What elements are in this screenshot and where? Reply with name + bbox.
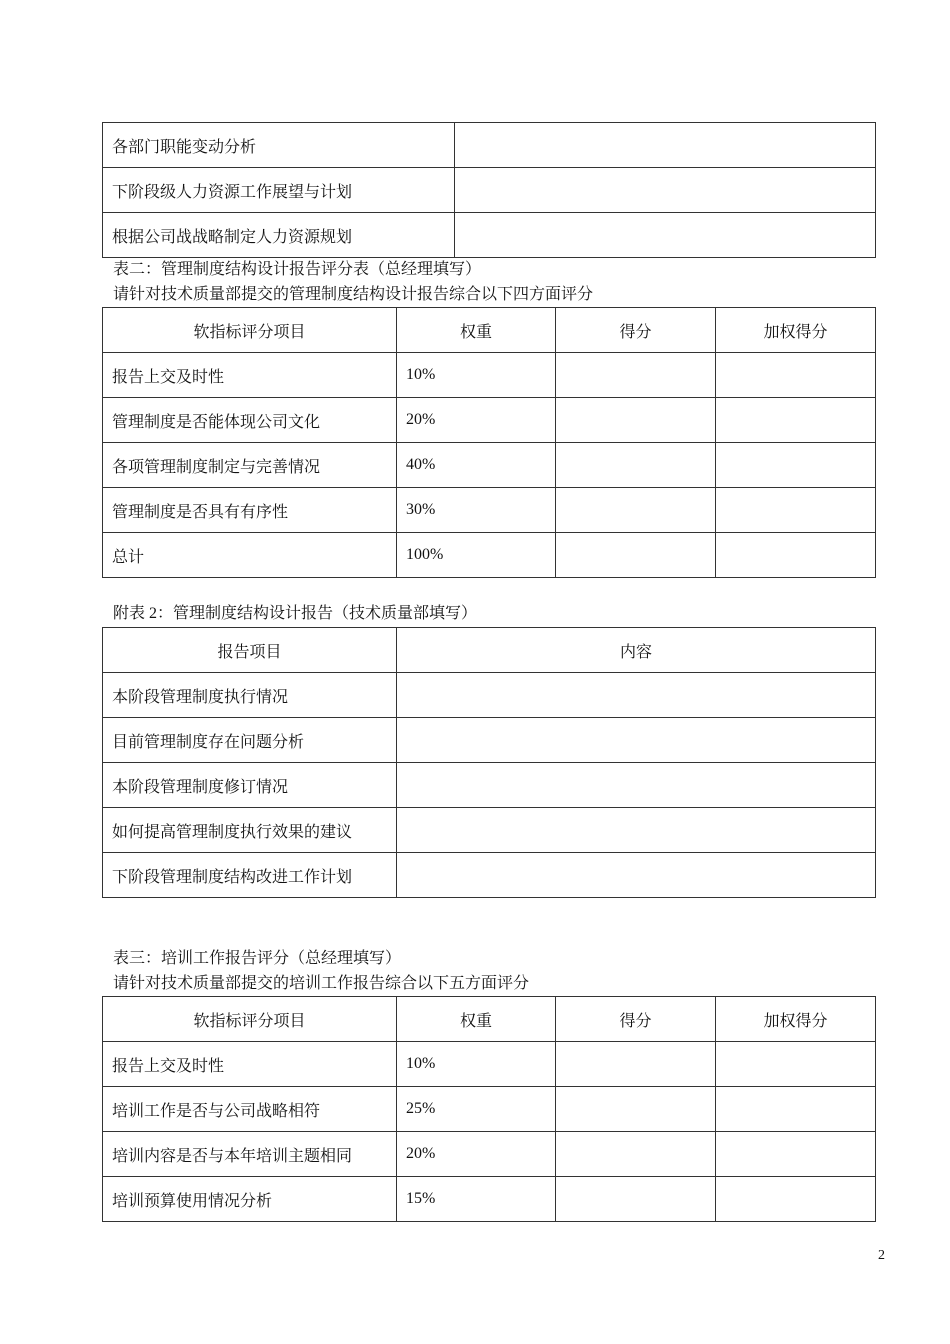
weight-cell: 15% [397,1177,556,1222]
header-item: 软指标评分项目 [103,308,397,353]
page-number: 2 [878,1248,885,1263]
report-item-cell: 本阶段管理制度修订情况 [103,763,397,808]
report-item-cell: 根据公司战战略制定人力资源规划 [103,213,455,258]
header-weight: 权重 [397,997,556,1042]
report-item-cell: 本阶段管理制度执行情况 [103,673,397,718]
score-cell[interactable] [556,533,716,578]
table3-caption: 附表 2：管理制度结构设计报告（技术质量部填写） [113,605,478,622]
content-cell[interactable] [397,763,876,808]
table-row [103,123,876,168]
table-row [103,853,876,898]
hr-report-table [102,122,876,258]
training-score-table [102,996,876,1222]
weighted-score-cell[interactable] [716,488,876,533]
header-weighted-score: 加权得分 [716,997,876,1042]
report-item-cell: 如何提高管理制度执行效果的建议 [103,808,397,853]
weight-cell: 100% [397,533,556,578]
table-row [103,398,876,443]
content-cell[interactable] [455,168,876,213]
report-item-cell: 下阶段级人力资源工作展望与计划 [103,168,455,213]
management-score-table [102,307,876,578]
table-header-row [103,308,876,353]
header-score: 得分 [556,997,716,1042]
table-row [103,1132,876,1177]
content-cell[interactable] [397,853,876,898]
header-score: 得分 [556,308,716,353]
weight-cell: 20% [397,398,556,443]
item-cell: 总计 [103,533,397,578]
table-header-row [103,997,876,1042]
table2-caption: 表二：管理制度结构设计报告评分表（总经理填写） [113,261,482,278]
item-cell: 管理制度是否能体现公司文化 [103,398,397,443]
table-total-row [103,533,876,578]
header-content: 内容 [397,628,876,673]
table-row [103,443,876,488]
item-cell: 培训内容是否与本年培训主题相同 [103,1132,397,1177]
table-row [103,718,876,763]
table-row [103,1042,876,1087]
weight-cell: 40% [397,443,556,488]
table-row [103,673,876,718]
table-row [103,213,876,258]
table-header-row [103,628,876,673]
content-cell[interactable] [397,808,876,853]
content-cell[interactable] [397,718,876,763]
weighted-score-cell[interactable] [716,1177,876,1222]
score-cell[interactable] [556,443,716,488]
report-item-cell: 下阶段管理制度结构改进工作计划 [103,853,397,898]
weight-cell: 25% [397,1087,556,1132]
score-cell[interactable] [556,398,716,443]
content-cell[interactable] [455,123,876,168]
header-item: 软指标评分项目 [103,997,397,1042]
header-weighted-score: 加权得分 [716,308,876,353]
content-cell[interactable] [397,673,876,718]
score-cell[interactable] [556,1087,716,1132]
table4-caption: 表三：培训工作报告评分（总经理填写） [113,950,402,967]
score-cell[interactable] [556,1042,716,1087]
item-cell: 报告上交及时性 [103,353,397,398]
management-report-table [102,627,876,898]
item-cell: 培训工作是否与公司战略相符 [103,1087,397,1132]
header-report-item: 报告项目 [103,628,397,673]
table-row [103,1087,876,1132]
weight-cell: 20% [397,1132,556,1177]
weight-cell: 10% [397,353,556,398]
item-cell: 各项管理制度制定与完善情况 [103,443,397,488]
score-cell[interactable] [556,1177,716,1222]
table-row [103,488,876,533]
header-weight: 权重 [397,308,556,353]
weighted-score-cell[interactable] [716,533,876,578]
table2-instruction: 请针对技术质量部提交的管理制度结构设计报告综合以下四方面评分 [113,286,594,303]
weighted-score-cell[interactable] [716,398,876,443]
report-item-cell: 目前管理制度存在问题分析 [103,718,397,763]
table-row [103,808,876,853]
table-row [103,168,876,213]
content-cell[interactable] [455,213,876,258]
score-cell[interactable] [556,488,716,533]
table-row [103,1177,876,1222]
table4-instruction: 请针对技术质量部提交的培训工作报告综合以下五方面评分 [113,975,530,992]
item-cell: 培训预算使用情况分析 [103,1177,397,1222]
item-cell: 报告上交及时性 [103,1042,397,1087]
table-row [103,353,876,398]
score-cell[interactable] [556,353,716,398]
table-row [103,763,876,808]
weight-cell: 30% [397,488,556,533]
report-item-cell: 各部门职能变动分析 [103,123,455,168]
weighted-score-cell[interactable] [716,443,876,488]
weighted-score-cell[interactable] [716,1132,876,1177]
item-cell: 管理制度是否具有有序性 [103,488,397,533]
score-cell[interactable] [556,1132,716,1177]
weighted-score-cell[interactable] [716,353,876,398]
weighted-score-cell[interactable] [716,1042,876,1087]
weight-cell: 10% [397,1042,556,1087]
weighted-score-cell[interactable] [716,1087,876,1132]
